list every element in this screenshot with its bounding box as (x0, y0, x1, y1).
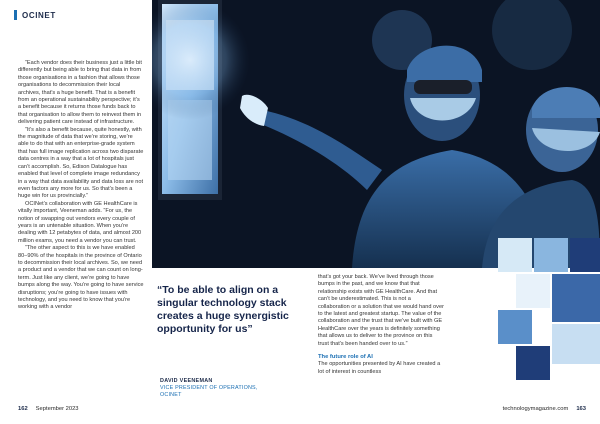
tile-light-low (552, 324, 600, 364)
left-text-column (18, 60, 144, 312)
attribution-name: DAVID VEENEMAN (160, 378, 213, 384)
tile-dark-mid (552, 274, 600, 322)
footer-right-site: technologymagazine.com (502, 406, 569, 412)
attribution-title-line-2: OCINET (160, 392, 182, 398)
right-paragraph: that’s got your back. We’ve lived through those bumps in the past, and we know that that relationship exists with GE HealthCare. And that can’t be underestimated. This is not a collaboration or a solution that we would hand over to the latest and greatest startup. The value of the collaboration and the trust that we’ve built with GE HealthCare over the years is definitely something that allows us to deliver to the province on this trust that’s been handed over to us.” (318, 274, 444, 347)
left-paragraph-1: “Each vendor does their business just a little bit differently but being able to bring that data in from those organisations in a fashion that allows those organisations to decommission their local archives, that’s a huge benefit. That is a benefit from an operational sustainability perspective; it’s a benefit because it returns those funds back to that organisation to allow them to reinvest them in delivering patient care instead of infrastructure. (18, 60, 142, 126)
tile-mid-low (498, 310, 532, 344)
footer-left (18, 406, 79, 412)
section-tag (14, 10, 56, 20)
surgeons-photo-illustration (152, 0, 600, 268)
tile-light-mid (516, 274, 550, 308)
footer-left-date: September 2023 (35, 406, 79, 412)
footer-right (503, 406, 586, 412)
tile-dark-top (570, 238, 600, 272)
decorative-tiles (490, 238, 600, 388)
quote-attribution (160, 378, 290, 399)
section-tag-bar (14, 10, 17, 20)
tile-mid-top (534, 238, 568, 272)
footer-right-page-number: 163 (576, 406, 586, 412)
pull-quote: “To be able to align on a singular technology stack creates a huge synergistic opportunity for us” (157, 284, 289, 335)
left-paragraph-4: “The other aspect to this is we have enabled 80–90% of the hospitals in the province of Ontario to decommission their local archives. So, we need a product and a vendor that we can count on long-term. Just like any client, we’re going to have bumps along the way. You’re going to have service disruptions; you’re going to have issues with technology, and you need to know that you’re working with a vendor (18, 245, 144, 311)
right-text-column (318, 274, 444, 376)
subhead-future-ai: The future role of AI (318, 354, 373, 361)
left-paragraph-2: “It’s also a benefit because, quite honestly, with the magnitude of data that we’re storing, we’re able to do that with an enterprise-grade system that has full image replication across two disparate data centres in a way that a lot of hospitals just can’t accomplish. So, Edison Datalogue has enabled that level of complete image redundancy in a way that data availability and data loss are not even factors any more for us. So that’s been a huge win for us provincially.” (18, 126, 144, 200)
section-tag-text: OCINET (22, 10, 56, 20)
left-paragraph-3: OCINet’s collaboration with GE HealthCare is vitally important, Veeneman adds. “For us, the notion of swapping out vendors every couple of years is an untenable situation. When you’re dealing with 12 petabytes of data, and almost 200 million exams, you need a vendor you can trust. (18, 200, 142, 244)
surgeons-photo (152, 0, 600, 268)
attribution-title-line-1: VICE PRESIDENT OF OPERATIONS, (160, 385, 258, 391)
subhead-paragraph: The opportunities presented by AI have created a lot of interest in countless (318, 361, 441, 375)
tile-light-top (498, 238, 532, 272)
footer-left-page-number: 162 (18, 406, 28, 412)
tile-dark-low (516, 346, 550, 380)
